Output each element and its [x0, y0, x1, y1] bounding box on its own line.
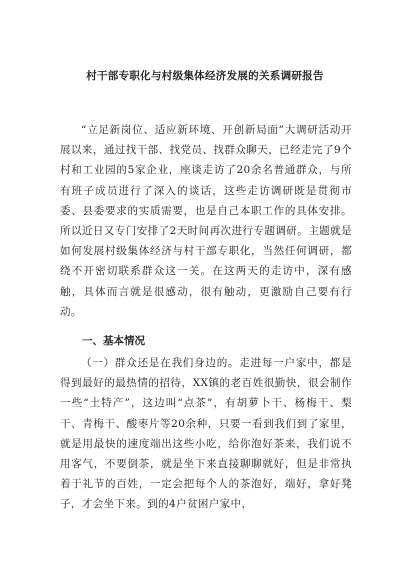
document-title: 村干部专职化与村级集体经济发展的关系调研报告 — [86, 70, 324, 82]
section-paragraph: （一）群众还是在我们身边的。走进每一户家中，都是得到最好的最热情的招待，XX镇的老百姓很勤快，很会制作一些“土特产”，这边叫“点茶”，有胡萝卜干、杨梅干、梨干、青梅干、酸枣片等20余种，只要一看到我们到了家里，就是用最快的速度端出这些小吃，给你泡好茶来，我们说不用客气，不要倒茶，就是坐下来直接聊聊就好，但是非常执着于礼节的百姓，一定会把每个人的茶泡好，端好，拿好凳子，才会坐下来。到的4户贫困户家中， — [60, 357, 352, 511]
section-heading: 一、基本情况 — [82, 335, 145, 347]
intro-paragraph: “立足新岗位、适应新环境、开创新局面”大调研活动开展以来，通过找干部、找党员、找群众聊天，已经走完了9个村和工业园的5家企业，座谈走访了20余名普通群众，与所有班子成员进行了深入的谈话，这些走访调研既是贯彻市委、县委要求的实质需要，也是自己本职工作的具体安排。所以近日又专门安排了2天时间再次进行专题调研。主题就是如何发展村级集体经济与村干部专职化，当然任何调研，都绕不开密切联系群众这一关。在这两天的走访中，深有感触，具体而言就是很感动，很有触动，更激励自己要有行动。 — [60, 124, 352, 318]
